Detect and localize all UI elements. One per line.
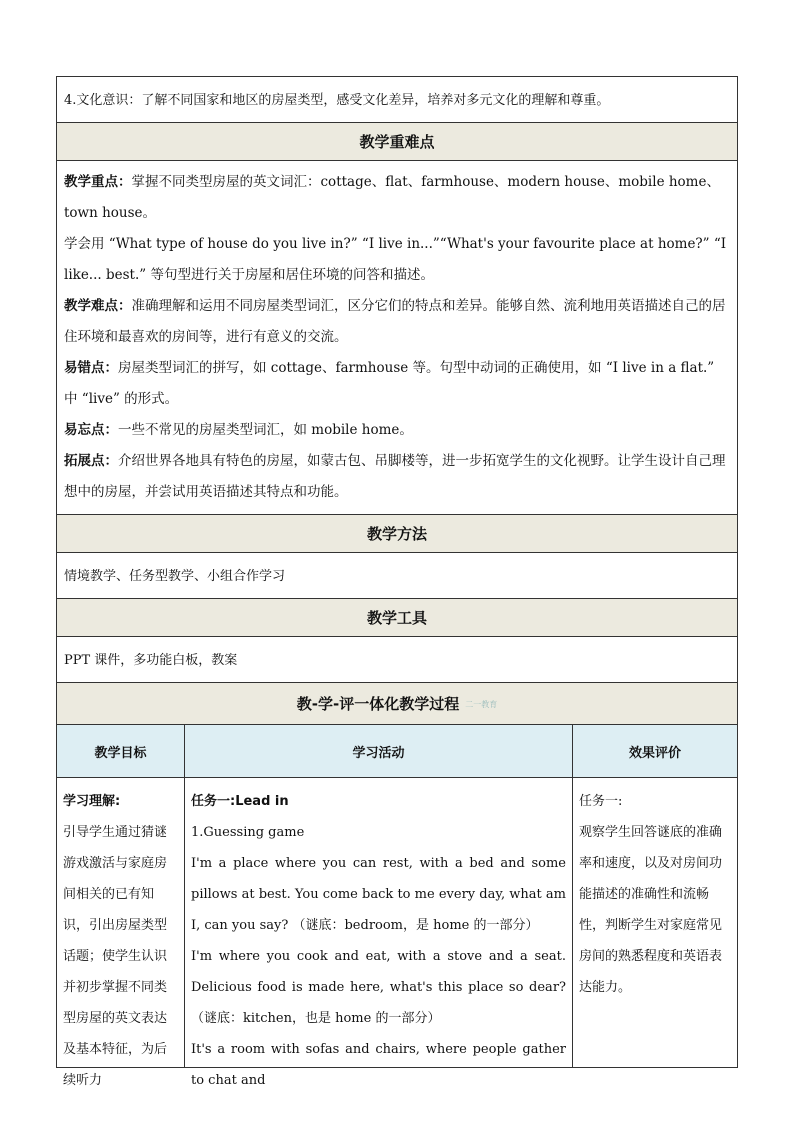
evaluation-cell bbox=[573, 778, 737, 1067]
goal-label: 学习理解: bbox=[63, 794, 121, 809]
difficulty-label: 教学难点： bbox=[64, 298, 132, 314]
section-header-process bbox=[56, 683, 738, 725]
methods-text: 情境教学、任务型教学、小组合作学习 bbox=[64, 569, 286, 584]
difficulty-text: 准确理解和运用不同房屋类型词汇，区分它们的特点和差异。能够自然、流利地用英语描述自己的居住环境和最喜欢的房间等，进行有意义的交流。 bbox=[64, 298, 726, 345]
task-title: 任务一:Lead in bbox=[191, 794, 289, 809]
process-table-header bbox=[56, 725, 738, 778]
error-label: 易错点： bbox=[64, 360, 118, 376]
task-item: 1.Guessing game bbox=[191, 825, 305, 840]
section-header-methods: 教学方法 bbox=[56, 515, 738, 553]
error-paragraph bbox=[64, 353, 730, 415]
objective-4: 4.文化意识：了解不同国家和地区的房屋类型，感受文化差异，培养对多元文化的理解和尊重。 bbox=[64, 93, 610, 108]
goal-text: 引导学生通过猜谜游戏激活与家庭房间相关的已有知识，引出房屋类型话题；使学生认识并初步掌握不同类型房屋的英文表达及基本特征，为后续听力 bbox=[63, 825, 168, 1088]
riddle-1: I'm a place where you can rest, with a bed and some pillows at best. You come back to me every day, what am I, can you say? （谜底：bedroom，是 home 的一部分） bbox=[191, 856, 566, 933]
eval-title: 任务一: bbox=[579, 794, 623, 809]
lesson-plan-page bbox=[56, 76, 738, 1088]
riddle-3: It's a room with sofas and chairs, where people gather to chat and bbox=[191, 1042, 566, 1088]
section-header-tools: 教学工具 bbox=[56, 599, 738, 637]
tools-text: PPT 课件，多功能白板，教案 bbox=[64, 653, 238, 668]
tools-row bbox=[56, 637, 738, 683]
extend-paragraph bbox=[64, 446, 730, 508]
process-table-row bbox=[56, 778, 738, 1088]
objective-row bbox=[56, 76, 738, 123]
focus-paragraph-2: 学会用 “What type of house do you live in?” “I live in...”“What's your favourite place at home?” “I like... best.” 等句型进行关于房屋和居住环境的问答和描述。 bbox=[64, 236, 727, 283]
forget-label: 易忘点： bbox=[64, 422, 118, 438]
riddle-2: I'm where you cook and eat, with a stove and a seat. Delicious food is made here, what's this place so dear? （谜底：kitchen，也是 home 的一部分） bbox=[191, 949, 566, 1026]
extend-label: 拓展点： bbox=[64, 453, 118, 469]
activities-cell bbox=[185, 778, 573, 1088]
difficulty-paragraph bbox=[64, 291, 730, 353]
col-header-activities: 学习活动 bbox=[185, 725, 573, 777]
key-points-block bbox=[56, 161, 738, 515]
eval-text: 观察学生回答谜底的准确率和速度，以及对房间功能描述的准确性和流畅性，判断学生对家庭常见房间的熟悉程度和英语表达能力。 bbox=[579, 825, 723, 995]
col-header-goals: 教学目标 bbox=[57, 725, 185, 777]
section-header-key-difficult: 教学重难点 bbox=[56, 123, 738, 161]
focus-label: 教学重点： bbox=[64, 174, 132, 190]
watermark-logo: 二一教育 bbox=[465, 699, 498, 709]
methods-row bbox=[56, 553, 738, 599]
process-title: 教-学-评一体化教学过程 bbox=[296, 695, 460, 713]
col-header-evaluation: 效果评价 bbox=[628, 745, 681, 761]
extend-text: 介绍世界各地具有特色的房屋，如蒙古包、吊脚楼等，进一步拓宽学生的文化视野。让学生设计自己理想中的房屋，并尝试用英语描述其特点和功能。 bbox=[64, 453, 726, 500]
forget-text: 一些不常见的房屋类型词汇，如 mobile home。 bbox=[118, 422, 413, 438]
error-text: 房屋类型词汇的拼写，如 cottage、farmhouse 等。句型中动词的正确使用，如 “I live in a flat.” 中 “live” 的形式。 bbox=[64, 360, 715, 407]
focus-text: 掌握不同类型房屋的英文词汇：cottage、flat、farmhouse、modern house、mobile home、town house。 bbox=[64, 174, 720, 221]
focus-paragraph bbox=[64, 167, 730, 229]
goals-cell bbox=[57, 778, 185, 1088]
forget-paragraph bbox=[64, 415, 730, 446]
